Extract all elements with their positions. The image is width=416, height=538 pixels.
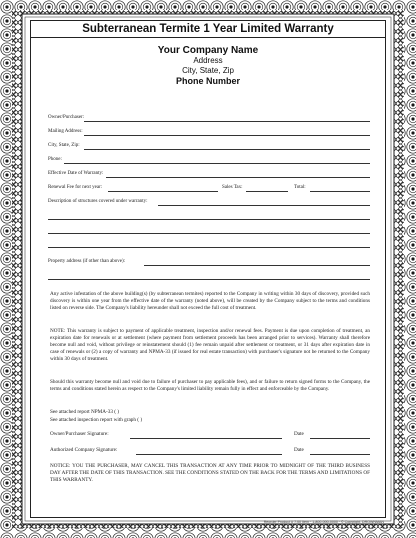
form-title: Subterranean Termite 1 Year Limited Warranty <box>31 21 385 38</box>
authorized-signature-label: Authorized Company Signature: <box>50 447 118 453</box>
authorized-date-label: Date <box>294 447 304 453</box>
structures-line-2[interactable] <box>48 219 370 220</box>
form-body <box>48 21 370 517</box>
sales-tax-label: Sales Tax: <box>222 185 243 190</box>
phone-field[interactable] <box>64 163 370 164</box>
renewal-field[interactable] <box>108 191 218 192</box>
structures-line-3[interactable] <box>48 233 370 234</box>
company-phone: Phone Number <box>175 76 240 86</box>
effective-label: Effective Date of Warranty: <box>48 171 104 176</box>
void-paragraph: Should this warranty become null and void due to failure of purchaser to pay applicable fees), and or failure to return signed forms to the Company, the terms and conditions stated herein as respect to the Company's limited liability remain fully in effect and enforceable by the Company. <box>50 379 370 392</box>
city-field[interactable] <box>84 149 370 150</box>
sales-tax-field[interactable] <box>246 191 288 192</box>
property-field[interactable] <box>144 265 370 266</box>
warranty-form <box>30 20 386 518</box>
reorder-footer: Reorder Product # 7.00 Item · 1-800-000-0000 · © Copyright. DROWNMAN <box>263 520 384 524</box>
total-field[interactable] <box>310 191 370 192</box>
authorized-signature-field[interactable] <box>136 454 282 455</box>
total-label: Total: <box>294 185 306 190</box>
city-label: City, State, Zip: <box>48 143 80 148</box>
mailing-label: Mailing Address: <box>48 129 83 134</box>
npma-checkbox[interactable]: See attached report NPMA-33 ( ) <box>50 409 120 415</box>
property-label: Property address (if other than above): <box>48 259 126 264</box>
property-line-2[interactable] <box>48 279 370 280</box>
cancellation-notice: NOTICE: YOU THE PURCHASER, MAY CANCEL THIS TRANSACTION AT ANY TIME PRIOR TO MIDNIGHT OF THE THIRD BUSINESS DAY AFTER THE DATE OF THIS TRANSACTION. SEE THE CONDITIONS STATED ON THE BACK FOR THE TERMS AND LIMITATIONS OF THIS WARRANTY. <box>50 463 370 483</box>
authorized-date-field[interactable] <box>310 454 370 455</box>
owner-signature-field[interactable] <box>130 438 282 439</box>
structures-label: Description of structures covered under warranty: <box>48 199 148 204</box>
mailing-field[interactable] <box>84 135 370 136</box>
structures-line-4[interactable] <box>48 247 370 248</box>
effective-field[interactable] <box>106 177 370 178</box>
company-city: City, State, Zip <box>182 66 234 75</box>
coverage-paragraph: Any active infestation of the above building(s) (by subterranean termites) reported to the Company in writing within 30 days of discovery, provided such discovery is within one year from the effective date of the warranty (noted above), will be created by the Company subject to the terms and conditions listed on reverse side. The Company's liability hereunder shall not exceed the full cost of treatment. <box>50 291 370 311</box>
structures-field[interactable] <box>158 205 370 206</box>
owner-date-field[interactable] <box>310 438 370 439</box>
owner-signature-label: Owner/Purchaser Signature: <box>50 431 109 437</box>
owner-date-label: Date <box>294 431 304 437</box>
owner-label: Owner/Purchaser: <box>48 115 85 120</box>
phone-label: Phone: <box>48 157 62 162</box>
owner-field[interactable] <box>84 121 370 122</box>
renewal-label: Renewal Fee for next year: <box>48 185 103 190</box>
company-address: Address <box>193 56 223 65</box>
payment-note-paragraph: NOTE: This warranty is subject to payment of applicable treatment, inspection and/or renewal fees. Payment is due upon completion of treatment, an expiration date for renewals or at settlement (where payment from settlement proceeds has been arranged prior to services). Warranty shall therefore become null and void, without privilege or reinstatement should (1) fee remain unpaid after settlement or treatment, or 31 days after expiration date in case of renewals or (2) a copy of warranty and NPMA-33 (if issued for real estate transaction) with purchaser's signature not be returned to the Company within 30 days of treatment. <box>50 328 370 362</box>
company-name: Your Company Name <box>157 45 259 56</box>
inspection-checkbox[interactable]: See attached inspection report with graph ( ) <box>50 417 143 423</box>
